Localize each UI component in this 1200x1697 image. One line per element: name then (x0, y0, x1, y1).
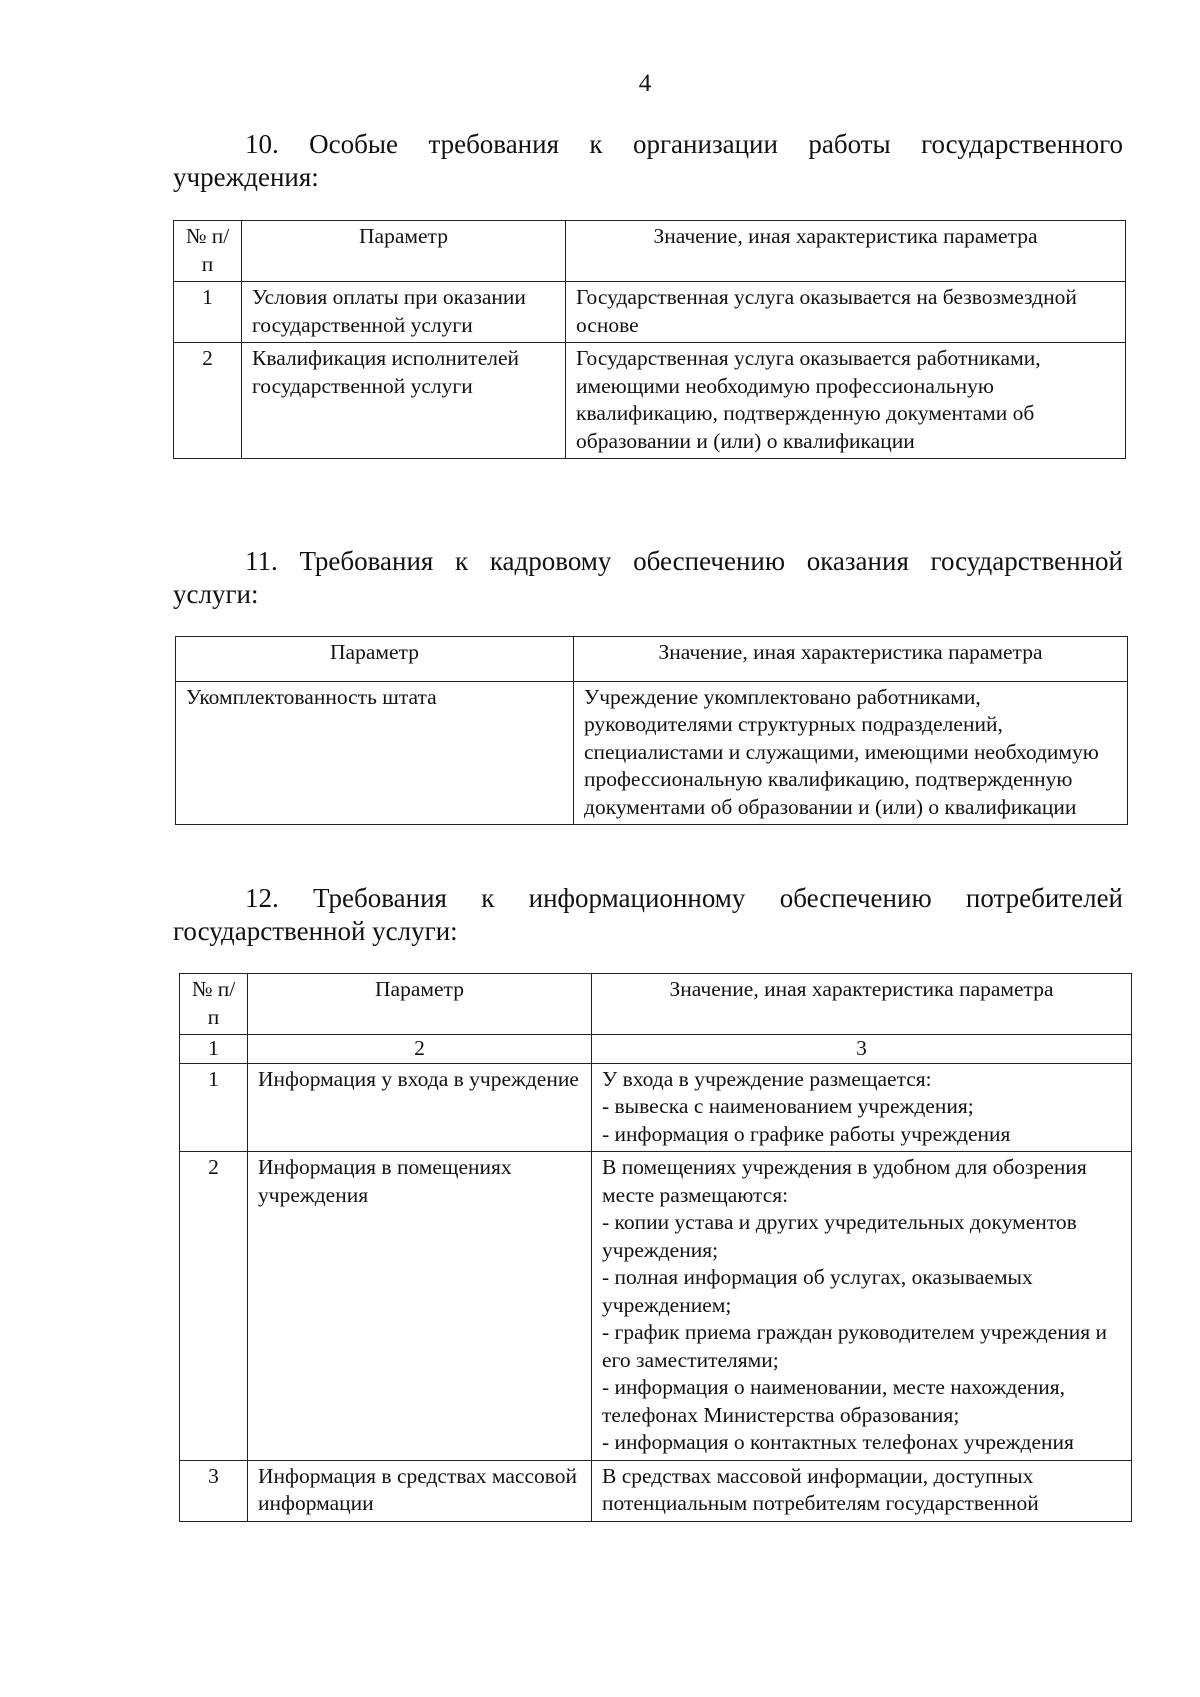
value-line: В помещениях учреждения в удобном для обозрения месте размещаются: (602, 1155, 1087, 1207)
section-heading-rest: государственной услуги: (173, 916, 458, 946)
value-line: - вывеска с наименованием учреждения; (602, 1094, 974, 1118)
table-row (180, 1152, 1132, 1461)
column-number-row (180, 1035, 1132, 1064)
value-line: - информация о графике работы учреждения (602, 1121, 1011, 1146)
table-row (174, 282, 1126, 343)
row-parameter: Информация у входа в учреждение (248, 1063, 592, 1152)
column-number: 3 (592, 1035, 1132, 1064)
section-heading-rest: учреждения: (173, 162, 319, 192)
column-number: 2 (248, 1035, 592, 1064)
row-parameter: Условия оплаты при оказании государственной услуги (242, 282, 566, 343)
value-line: У входа в учреждение размещается: (602, 1066, 932, 1091)
row-value (592, 1063, 1132, 1152)
row-value (592, 1152, 1132, 1461)
column-number: 1 (180, 1035, 248, 1064)
header-value: Значение, иная характеристика параметра (574, 637, 1128, 682)
section-heading-first-line: 12. Требования к информационному обеспечению потребителей (245, 883, 1123, 913)
value-line: Государственная услуга оказывается работниками, имеющими необходимую профессиональную квалификацию, подтвержденную документами об образовании и (или) о квалификации (576, 346, 1041, 453)
section-12-heading (173, 882, 1123, 948)
row-number: 3 (180, 1460, 248, 1521)
row-value (566, 282, 1126, 343)
value-line: - информация о контактных телефонах учреждения (602, 1430, 1074, 1454)
value-line: - информация о наименовании, месте нахождения, телефонах Министерства образования; (602, 1375, 1066, 1427)
section-heading-first-line: 10. Особые требования к организации работы государственного (245, 129, 1123, 159)
row-parameter: Информация в помещениях учреждения (248, 1152, 592, 1461)
table-header-row (180, 974, 1132, 1035)
section-heading-rest: услуги: (173, 579, 259, 609)
value-line: - полная информация об услугах, оказываемых учреждением; (602, 1265, 1033, 1317)
table-row (180, 1460, 1132, 1521)
header-parameter: Параметр (248, 974, 592, 1035)
header-number: № п/п (180, 974, 248, 1035)
staffing-table (175, 636, 1128, 825)
row-value (592, 1460, 1132, 1521)
page-number: 4 (638, 70, 652, 97)
qualification-table (173, 220, 1126, 459)
row-value (566, 343, 1126, 459)
row-number: 2 (180, 1152, 248, 1461)
value-line: - копии устава и других учредительных документов учреждения; (602, 1210, 1077, 1262)
table-row (174, 343, 1126, 459)
table-header-row (174, 221, 1126, 282)
value-line: - график приема граждан руководителем учреждения и его заместителями; (602, 1320, 1107, 1372)
value-line: Государственная услуга оказывается на безвозмездной основе (576, 285, 1077, 337)
row-number: 1 (180, 1063, 248, 1152)
section-heading-first-line: 11. Требования к кадровому обеспечению оказания государственной (245, 546, 1123, 576)
row-parameter: Квалификация исполнителей государственной услуги (242, 343, 566, 459)
table-header-row (176, 637, 1128, 682)
information-table (179, 973, 1132, 1522)
value-line: В средствах массовой информации, доступных потенциальным потребителям государственной (602, 1463, 1039, 1515)
table-row (176, 681, 1128, 825)
header-value: Значение, иная характеристика параметра (566, 221, 1126, 282)
row-number: 1 (174, 282, 242, 343)
value-line: Учреждение укомплектовано работниками, руководителями структурных подразделений, специалистами и служащими, имеющими необходимую профессиональную квалификацию, подтвержденную документами об образовании и (или) о квалификации (584, 684, 1099, 819)
row-parameter: Информация в средствах массовой информации (248, 1460, 592, 1521)
header-parameter: Параметр (176, 637, 574, 682)
header-value: Значение, иная характеристика параметра (592, 974, 1132, 1035)
row-parameter: Укомплектованность штата (176, 681, 574, 825)
header-number: № п/п (174, 221, 242, 282)
row-value (574, 681, 1128, 825)
section-10-heading (173, 128, 1123, 194)
row-number: 2 (174, 343, 242, 459)
table-row (180, 1063, 1132, 1152)
section-11-heading (173, 545, 1123, 611)
header-parameter: Параметр (242, 221, 566, 282)
